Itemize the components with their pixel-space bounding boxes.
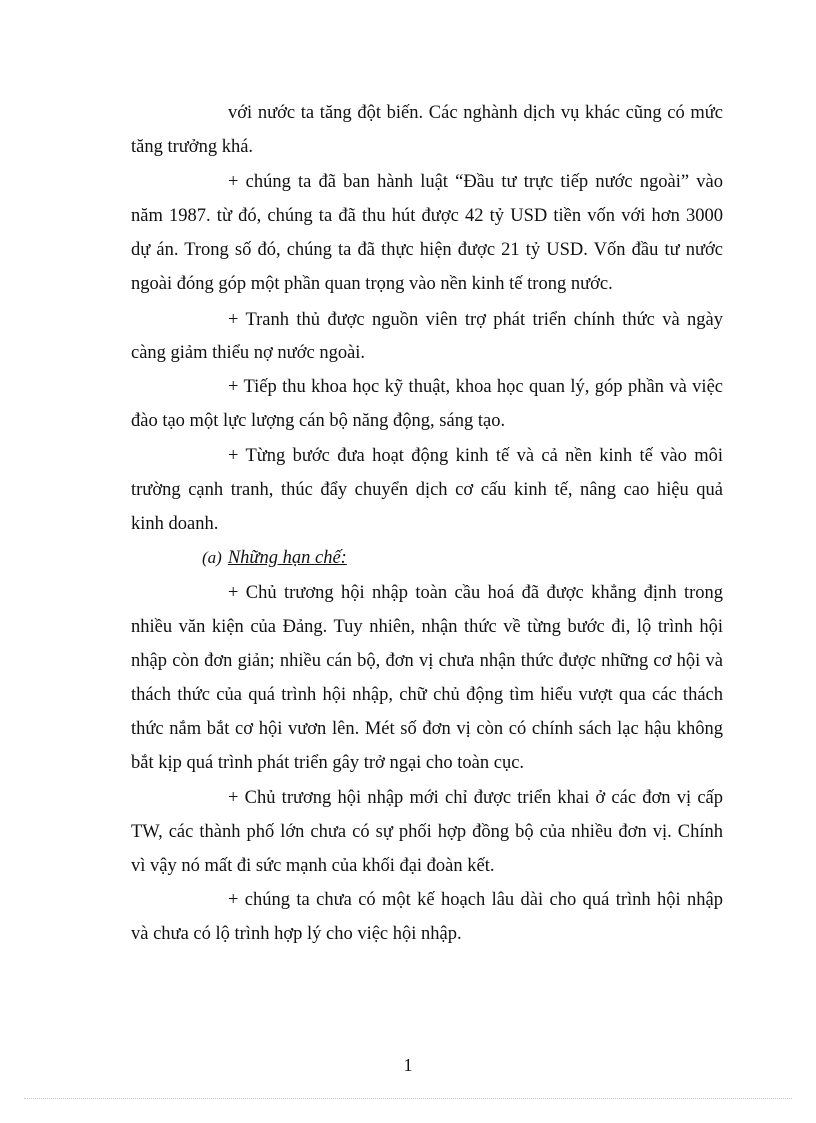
text-line: với nước ta tăng đột biến. Các nghành dịch vụ khác cũng có mức xyxy=(228,103,723,123)
text-line: ngoài đóng góp một phần quan trọng vào nền kinh tế trong nước. xyxy=(131,274,613,294)
text-line: + chúng ta đã ban hành luật “Đầu tư trực tiếp nước ngoài” vào xyxy=(228,172,723,192)
list-marker: (a) xyxy=(202,548,222,567)
text-line: trường cạnh tranh, thúc đẩy chuyển dịch cơ cấu kinh tế, nâng cao hiệu quả xyxy=(131,480,723,500)
text-line: thách thức của quá trình hội nhập, chữ chủ động tìm hiểu vượt qua các thách xyxy=(131,685,723,705)
section-heading xyxy=(202,548,347,569)
text-line: càng giảm thiểu nợ nước ngoài. xyxy=(131,343,366,363)
page-number: 1 xyxy=(403,1055,413,1075)
text-line: + Chủ trương hội nhập mới chỉ được triển khai ở các đơn vị cấp xyxy=(228,788,723,808)
text-line: + Từng bước đưa hoạt động kinh tế và cả nền kinh tế vào môi xyxy=(228,446,723,466)
text-line: tăng trưởng khá. xyxy=(131,137,254,157)
text-line: + chúng ta chưa có một kế hoạch lâu dài cho quá trình hội nhập xyxy=(228,890,723,910)
text-line: bắt kịp quá trình phát triển gây trở ngại cho toàn cục. xyxy=(131,753,525,773)
text-line: nhập còn đơn giản; nhiều cán bộ, đơn vị chưa nhận thức được những cơ hội và xyxy=(131,651,723,671)
text-line: nhiều văn kiện của Đảng. Tuy nhiên, nhận thức về từng bước đi, lộ trình hội xyxy=(131,617,723,637)
text-line: vì vậy nó mất đi sức mạnh của khối đại đoàn kết. xyxy=(131,856,495,876)
heading-title: Những hạn chế: xyxy=(227,548,347,568)
text-line: và chưa có lộ trình hợp lý cho việc hội nhập. xyxy=(131,924,462,944)
text-line: thức nắm bắt cơ hội vươn lên. Mét số đơn vị còn có chính sách lạc hậu không xyxy=(131,719,723,739)
text-line: + Chủ trương hội nhập toàn cầu hoá đã được khẳng định trong xyxy=(228,583,723,603)
text-line: đào tạo một lực lượng cán bộ năng động, sáng tạo. xyxy=(131,411,506,431)
page-bottom-divider xyxy=(24,1098,792,1099)
text-line: kinh doanh. xyxy=(131,514,219,534)
text-line: năm 1987. từ đó, chúng ta đã thu hút được 42 tỷ USD tiền vốn với hơn 3000 xyxy=(131,206,723,226)
text-line: TW, các thành phố lớn chưa có sự phối hợp đồng bộ của nhiều đơn vị. Chính xyxy=(131,822,723,842)
text-line: dự án. Trong số đó, chúng ta đã thực hiện được 21 tỷ USD. Vốn đầu tư nước xyxy=(131,240,723,260)
text-line: + Tiếp thu khoa học kỹ thuật, khoa học quan lý, góp phần và việc xyxy=(228,377,723,397)
text-line: + Tranh thủ được nguồn viên trợ phát triển chính thức và ngày xyxy=(228,310,723,330)
